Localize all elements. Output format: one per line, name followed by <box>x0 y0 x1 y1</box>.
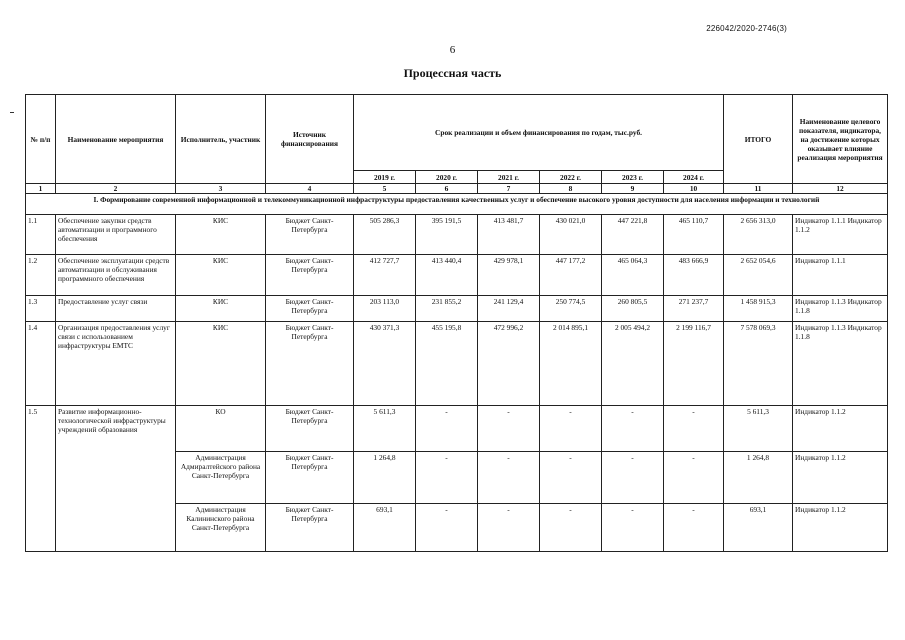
column-number: 6 <box>416 184 478 194</box>
column-number: 9 <box>602 184 664 194</box>
header-name: Наименование мероприятия <box>56 95 176 184</box>
row-value: 250 774,5 <box>540 296 602 322</box>
row-source: Бюджет Санкт-Петербурга <box>266 504 354 552</box>
header-source: Источник финансирования <box>266 95 354 184</box>
row-value: 231 855,2 <box>416 296 478 322</box>
row-num: 1.1 <box>26 215 56 255</box>
row-value: - <box>416 452 478 504</box>
row-source: Бюджет Санкт-Петербурга <box>266 322 354 406</box>
row-executor: КИС <box>176 322 266 406</box>
row-value: 505 286,3 <box>354 215 416 255</box>
row-value: - <box>602 452 664 504</box>
row-value: - <box>664 504 724 552</box>
row-value: 413 440,4 <box>416 255 478 296</box>
margin-mark <box>10 112 14 113</box>
row-source: Бюджет Санкт-Петербурга <box>266 255 354 296</box>
table-row <box>26 255 888 296</box>
column-number: 8 <box>540 184 602 194</box>
row-total: 2 652 054,6 <box>724 255 793 296</box>
row-value: 2 014 895,1 <box>540 322 602 406</box>
row-value: 472 996,2 <box>478 322 540 406</box>
column-number: 3 <box>176 184 266 194</box>
row-total: 5 611,3 <box>724 406 793 452</box>
row-source: Бюджет Санкт-Петербурга <box>266 452 354 504</box>
row-value: - <box>602 504 664 552</box>
row-source: Бюджет Санкт-Петербурга <box>266 215 354 255</box>
column-number: 4 <box>266 184 354 194</box>
row-value: 271 237,7 <box>664 296 724 322</box>
row-value: - <box>540 504 602 552</box>
row-indicator: Индикатор 1.1.3 Индикатор 1.1.8 <box>793 296 888 322</box>
header-year: 2022 г. <box>540 171 602 184</box>
header-num: № п/п <box>26 95 56 184</box>
row-value: - <box>478 406 540 452</box>
row-value: 241 129,4 <box>478 296 540 322</box>
row-value: 395 191,5 <box>416 215 478 255</box>
row-name: Организация предоставления услуг связи с использованием инфраструктуры ЕМТС <box>56 322 176 406</box>
row-num: 1.4 <box>26 322 56 406</box>
table-row <box>26 406 888 452</box>
row-value: 447 177,2 <box>540 255 602 296</box>
row-value: - <box>664 452 724 504</box>
row-value: - <box>416 406 478 452</box>
row-value: 203 113,0 <box>354 296 416 322</box>
row-executor: Администрация Калининского района Санкт-Петербурга <box>176 504 266 552</box>
header-year: 2020 г. <box>416 171 478 184</box>
section-title: I. Формирование современной информационной и телекоммуникационной инфраструктуры предоставления качественных услуг и обеспечение высокого уровня доступности для населения информации и технологий <box>26 194 888 215</box>
row-total: 693,1 <box>724 504 793 552</box>
row-value: 465 064,3 <box>602 255 664 296</box>
table-row <box>26 296 888 322</box>
page-number: 6 <box>449 44 456 56</box>
row-value: 413 481,7 <box>478 215 540 255</box>
row-value: - <box>664 406 724 452</box>
row-total: 7 578 069,3 <box>724 322 793 406</box>
row-total: 1 264,8 <box>724 452 793 504</box>
row-total: 2 656 313,0 <box>724 215 793 255</box>
row-value: 1 264,8 <box>354 452 416 504</box>
row-num: 1.5 <box>26 406 56 552</box>
header-year: 2024 г. <box>664 171 724 184</box>
document-number: 226042/2020-2746(3) <box>706 24 787 33</box>
row-num: 1.2 <box>26 255 56 296</box>
page-title: Процессная часть <box>403 66 502 80</box>
row-total: 1 458 915,3 <box>724 296 793 322</box>
row-source: Бюджет Санкт-Петербурга <box>266 406 354 452</box>
row-value: 430 021,0 <box>540 215 602 255</box>
header-year: 2021 г. <box>478 171 540 184</box>
financing-table <box>25 94 888 552</box>
column-number: 5 <box>354 184 416 194</box>
row-executor: Администрация Адмиралтейского района Санкт-Петербурга <box>176 452 266 504</box>
row-indicator: Индикатор 1.1.2 <box>793 406 888 452</box>
row-executor: КИС <box>176 296 266 322</box>
row-value: 430 371,3 <box>354 322 416 406</box>
header-indicator: Наименование целевого показателя, индикатора, на достижение которых оказывает влияние реализация мероприятия <box>793 95 888 184</box>
header-executor: Исполнитель, участник <box>176 95 266 184</box>
row-indicator: Индикатор 1.1.3 Индикатор 1.1.8 <box>793 322 888 406</box>
row-value: 455 195,8 <box>416 322 478 406</box>
row-indicator: Индикатор 1.1.2 <box>793 452 888 504</box>
row-name: Обеспечение закупки средств автоматизации и программного обеспечения <box>56 215 176 255</box>
row-value: 260 805,5 <box>602 296 664 322</box>
row-value: 412 727,7 <box>354 255 416 296</box>
row-value: 2 199 116,7 <box>664 322 724 406</box>
header-year: 2019 г. <box>354 171 416 184</box>
row-value: 693,1 <box>354 504 416 552</box>
row-value: - <box>540 452 602 504</box>
row-value: - <box>602 406 664 452</box>
column-number: 2 <box>56 184 176 194</box>
row-name: Развитие информационно-технологической инфраструктуры учреждений образования <box>56 406 176 552</box>
row-executor: КИС <box>176 215 266 255</box>
row-name: Обеспечение эксплуатации средств автоматизации и обслуживания программного обеспечения <box>56 255 176 296</box>
header-year: 2023 г. <box>602 171 664 184</box>
column-number: 12 <box>793 184 888 194</box>
row-executor: КО <box>176 406 266 452</box>
header-period: Срок реализации и объем финансирования по годам, тыс.руб. <box>354 95 724 171</box>
row-value: - <box>540 406 602 452</box>
column-number-row <box>26 184 888 194</box>
column-number: 11 <box>724 184 793 194</box>
table-row <box>26 322 888 406</box>
table-row <box>26 215 888 255</box>
row-value: 429 978,1 <box>478 255 540 296</box>
row-value: - <box>478 504 540 552</box>
row-name: Предоставление услуг связи <box>56 296 176 322</box>
row-value: 483 666,9 <box>664 255 724 296</box>
row-source: Бюджет Санкт-Петербурга <box>266 296 354 322</box>
row-value: - <box>478 452 540 504</box>
row-value: 2 005 494,2 <box>602 322 664 406</box>
row-indicator: Индикатор 1.1.1 Индикатор 1.1.2 <box>793 215 888 255</box>
row-value: - <box>416 504 478 552</box>
column-number: 7 <box>478 184 540 194</box>
row-executor: КИС <box>176 255 266 296</box>
row-value: 465 110,7 <box>664 215 724 255</box>
section-row <box>26 194 888 215</box>
row-value: 5 611,3 <box>354 406 416 452</box>
column-number: 1 <box>26 184 56 194</box>
header-total: ИТОГО <box>724 95 793 184</box>
row-value: 447 221,8 <box>602 215 664 255</box>
row-indicator: Индикатор 1.1.2 <box>793 504 888 552</box>
row-num: 1.3 <box>26 296 56 322</box>
row-indicator: Индикатор 1.1.1 <box>793 255 888 296</box>
column-number: 10 <box>664 184 724 194</box>
